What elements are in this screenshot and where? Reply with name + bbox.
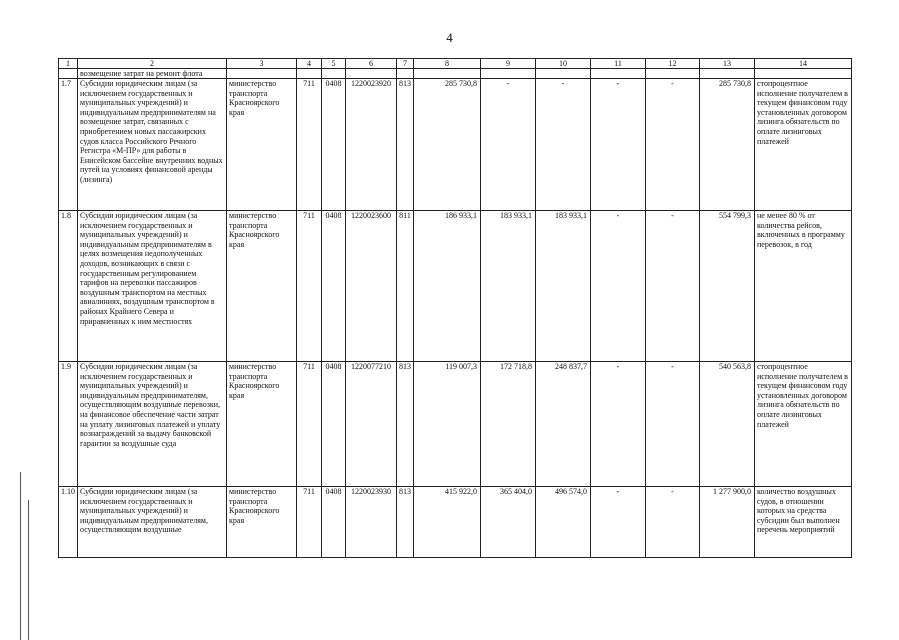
row-c10: -: [536, 79, 591, 211]
page-number: 4: [446, 30, 453, 45]
row-c14: количество воздушных судов, в отношении которых на средства субсидии был выполнен перечень мероприятий: [755, 487, 852, 558]
row-c12: -: [646, 211, 700, 362]
header-cell-8: 8: [414, 59, 481, 69]
row-c13: 285 730,8: [700, 79, 755, 211]
row-c11: -: [591, 211, 646, 362]
header-cell-6: 6: [346, 59, 397, 69]
row-c11: -: [591, 487, 646, 558]
continuation-text: возмещение затрат на ремонт флота: [78, 69, 227, 79]
row-c9: 172 718,8: [481, 362, 536, 487]
row-org: министерство транспорта Красноярского края: [227, 487, 297, 558]
header-cell-3: 3: [227, 59, 297, 69]
header-cell-10: 10: [536, 59, 591, 69]
table-row: [59, 362, 852, 487]
row-c6: 1220023600: [346, 211, 397, 362]
row-number: 1.10: [59, 487, 78, 558]
row-c5: 0408: [322, 79, 346, 211]
row-c14: не менее 80 % от количества рейсов, включенных в программу перевозок, в год: [755, 211, 852, 362]
header-cell-13: 13: [700, 59, 755, 69]
row-number: 1.9: [59, 362, 78, 487]
row-c6: 1220023920: [346, 79, 397, 211]
row-name: Субсидии юридическим лицам (за исключением государственных и муниципальных учреждений) и индивидуальным предпринимателям, осуществляющим воздушные: [78, 487, 227, 558]
row-c13: 540 563,8: [700, 362, 755, 487]
row-c8: 119 007,3: [414, 362, 481, 487]
header-cell-5: 5: [322, 59, 346, 69]
row-c8: 186 933,1: [414, 211, 481, 362]
header-cell-9: 9: [481, 59, 536, 69]
row-c9: -: [481, 79, 536, 211]
row-c9: 365 404,0: [481, 487, 536, 558]
row-c13: 554 799,3: [700, 211, 755, 362]
row-c9: 183 933,1: [481, 211, 536, 362]
row-c4: 711: [297, 79, 322, 211]
row-c8: 415 922,0: [414, 487, 481, 558]
row-c10: 183 933,1: [536, 211, 591, 362]
row-c7: 813: [397, 487, 414, 558]
row-c8: 285 730,8: [414, 79, 481, 211]
row-org: министерство транспорта Красноярского края: [227, 362, 297, 487]
scan-edge-line-2: [28, 500, 29, 640]
row-c10: 248 837,7: [536, 362, 591, 487]
row-number: 1.8: [59, 211, 78, 362]
row-name: Субсидии юридическим лицам (за исключением государственных и муниципальных учреждений) и индивидуальным предпринимателям в целях возмещения недополученных доходов, возникающих в связи с государственным регулированием тарифов на перевозки пассажиров воздушным транспортом на местных авиалиниях, воздушным транспортом в районах Крайнего Севера и приравненных к ним местностях: [78, 211, 227, 362]
table-row: [59, 487, 852, 558]
row-c6: 1220023930: [346, 487, 397, 558]
row-c10: 496 574,0: [536, 487, 591, 558]
row-c4: 711: [297, 211, 322, 362]
header-cell-11: 11: [591, 59, 646, 69]
continuation-row: [59, 69, 852, 79]
row-org: министерство транспорта Красноярского края: [227, 211, 297, 362]
header-cell-1: 1: [59, 59, 78, 69]
row-c7: 811: [397, 211, 414, 362]
row-c4: 711: [297, 362, 322, 487]
row-c14: стопроцентное исполнение получателем в текущем финансовом году установленных договором лизинга обязательств по оплате лизинговых платежей: [755, 362, 852, 487]
table-row: [59, 79, 852, 211]
scan-edge-line: [20, 472, 21, 640]
row-c11: -: [591, 79, 646, 211]
header-cell-4: 4: [297, 59, 322, 69]
row-number: 1.7: [59, 79, 78, 211]
row-name: Субсидии юридическим лицам (за исключением государственных и муниципальных учреждений) и индивидуальным предпринимателям на возмещение затрат, связанных с приобретением новых пассажирских судов класса Российского Речного Регистра «М-ПР» для работы в Енисейском бассейне внутренних водных путей на условиях финансовой аренды (лизинга): [78, 79, 227, 211]
row-c4: 711: [297, 487, 322, 558]
header-cell-2: 2: [78, 59, 227, 69]
row-c14: стопроцентное исполнение получателем в текущем финансовом году установленных договором лизинга обязательств по оплате лизинговых платежей: [755, 79, 852, 211]
row-c11: -: [591, 362, 646, 487]
row-org: министерство транспорта Красноярского края: [227, 79, 297, 211]
header-row: [59, 59, 852, 69]
row-c6: 1220077210: [346, 362, 397, 487]
table-row: [59, 211, 852, 362]
budget-table: [58, 58, 852, 558]
row-c7: 813: [397, 362, 414, 487]
header-cell-14: 14: [755, 59, 852, 69]
row-c13: 1 277 900,0: [700, 487, 755, 558]
header-cell-7: 7: [397, 59, 414, 69]
row-c12: -: [646, 79, 700, 211]
header-cell-12: 12: [646, 59, 700, 69]
row-c5: 0408: [322, 211, 346, 362]
row-c7: 813: [397, 79, 414, 211]
row-c5: 0408: [322, 362, 346, 487]
row-c12: -: [646, 362, 700, 487]
row-name: Субсидии юридическим лицам (за исключением государственных и муниципальных учреждений) и индивидуальным предпринимателям, осуществляющим воздушные перевозки, на финансовое обеспечение части затрат на уплату лизинговых платежей и уплату вознаграждений за выдачу банковской гарантии за воздушные суда: [78, 362, 227, 487]
row-c12: -: [646, 487, 700, 558]
row-c5: 0408: [322, 487, 346, 558]
